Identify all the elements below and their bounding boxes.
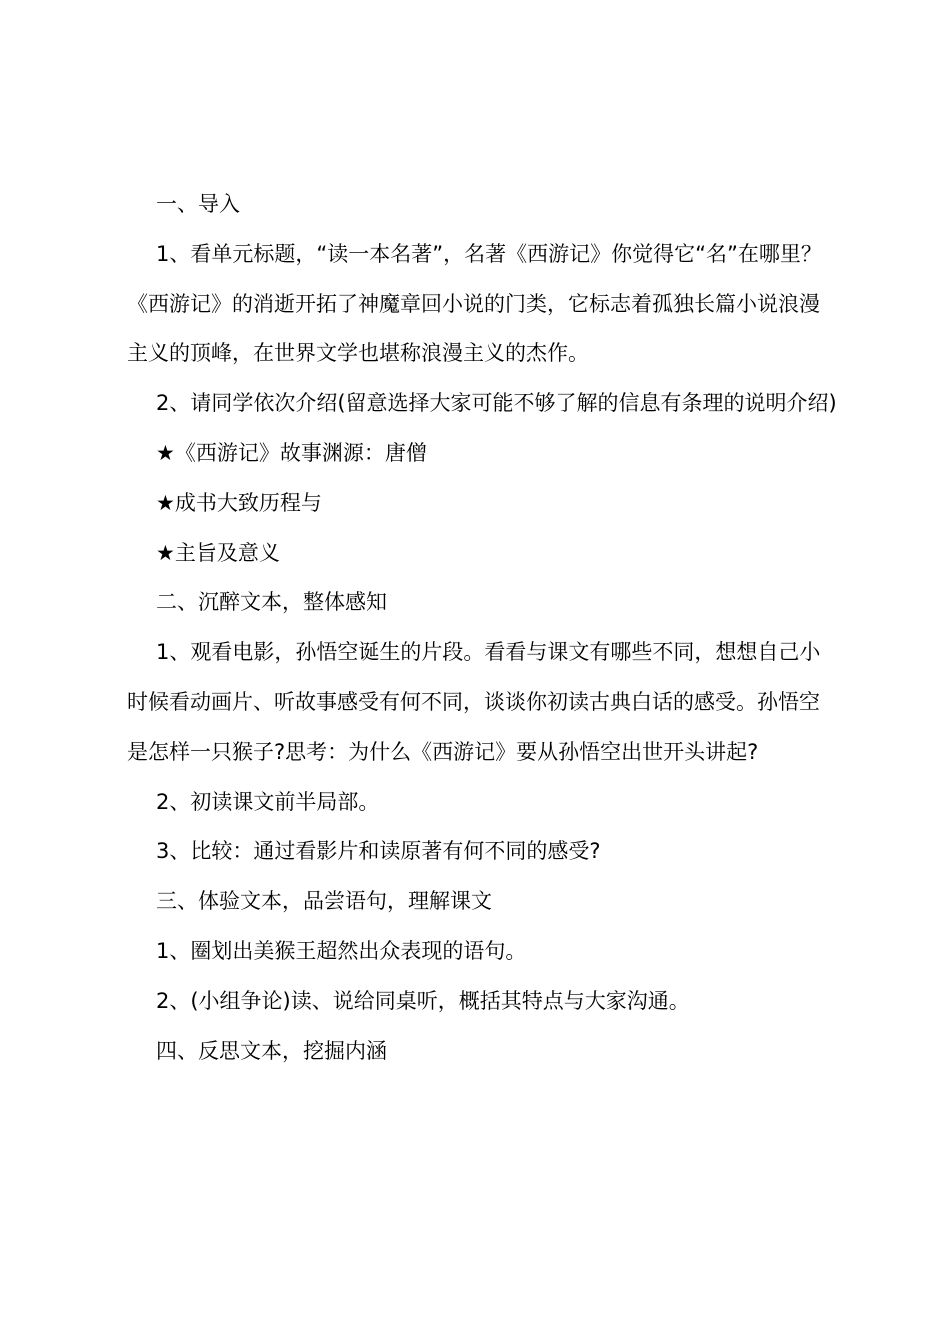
paragraph-student-intro: 2、请同学依次介绍(留意选择大家可能不够了解的信息有条理的说明介绍) <box>156 391 837 416</box>
paragraph-compare: 3、比较：通过看影片和读原著有何不同的感受? <box>156 839 601 864</box>
paragraph-unit-title: 1、看单元标题，“读一本名著”，名著《西游记》你觉得它“名”在哪里？《西游记》的消逝开拓了神魔章回小说的门类，它标志着孤独长篇小说浪漫主义的顶峰，在世界文学也堪称浪漫主义的杰作。 <box>127 241 822 366</box>
paragraph-group-discussion: 2、(小组争论)读、说给同桌听，概括其特点与大家沟通。 <box>156 988 690 1013</box>
paragraph-watch-movie: 1、观看电影，孙悟空诞生的片段。看看与课文有哪些不同，想想自己小时候看动画片、听故事感受有何不同，谈谈你初读古典白话的感受。孙悟空是怎样一只猴子?思考：为什么《西游记》要从孙悟空出世开头讲起? <box>127 640 821 764</box>
section-heading-reflect: 四、反思文本，挖掘内涵 <box>156 1038 387 1063</box>
section-heading-immerse: 二、沉醉文本，整体感知 <box>156 590 387 615</box>
section-heading-intro: 一、导入 <box>156 192 240 216</box>
paragraph-mark-sentences: 1、圈划出美猴王超然出众表现的语句。 <box>156 938 527 963</box>
document-body <box>127 180 837 1076</box>
section-heading-experience: 三、体验文本，品尝语句，理解课文 <box>156 889 492 914</box>
bullet-story-origin: ★《西游记》故事渊源：唐僧 <box>156 440 427 465</box>
bullet-theme-meaning: ★主旨及意义 <box>156 540 280 565</box>
paragraph-first-read: 2、初读课文前半局部。 <box>156 789 380 814</box>
bullet-book-history: ★成书大致历程与 <box>156 490 322 515</box>
